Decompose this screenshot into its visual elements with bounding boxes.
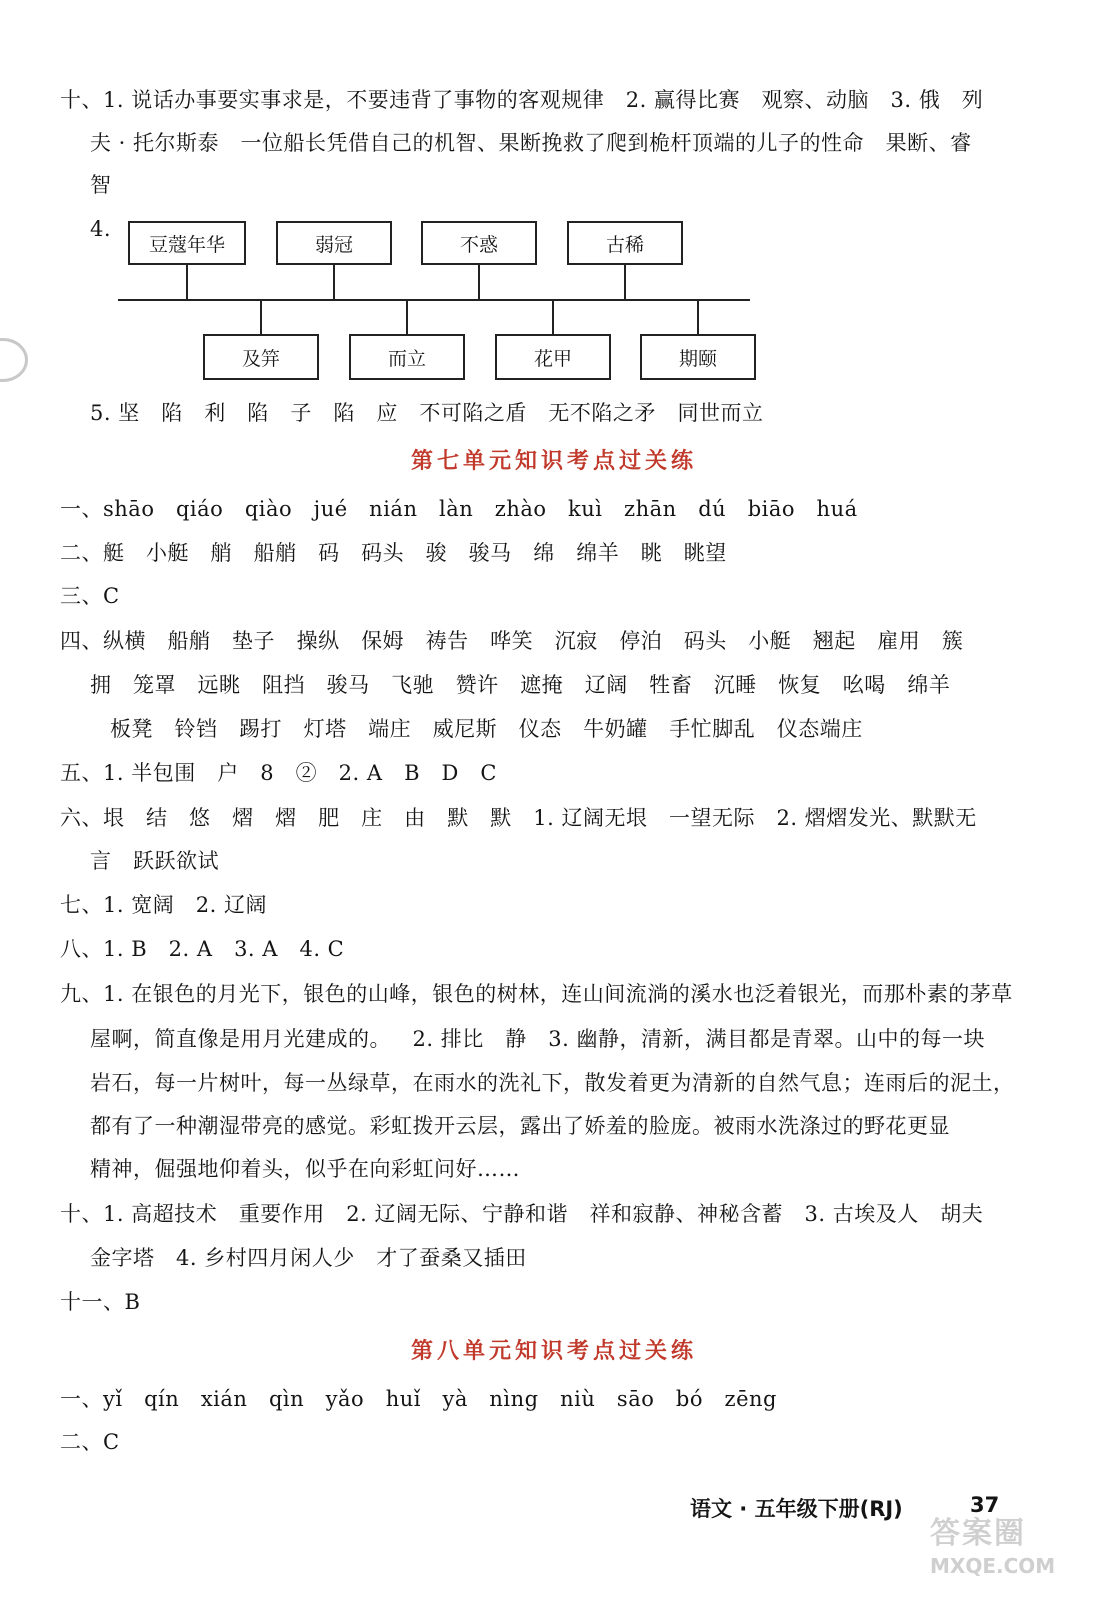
unit7-q5: 五、1. 半包围 户 8 ② 2. A B D C xyxy=(60,761,497,785)
top-box-1: 豆蔻年华 xyxy=(128,221,246,265)
unit7-q6-line2: 言 跃跃欲试 xyxy=(90,849,220,873)
connector-bottom-2 xyxy=(406,300,408,334)
bottom-box-2: 而立 xyxy=(349,334,465,380)
section10-line2: 夫 · 托尔斯泰 一位船长凭借自己的机智、果断挽救了爬到桅杆顶端的儿子的性命 果断、睿 xyxy=(90,131,972,155)
unit8-q2: 二、C xyxy=(60,1430,120,1454)
bottom-box-4: 期颐 xyxy=(640,334,756,380)
unit7-q9-line4: 都有了一种潮湿带亮的感觉。彩虹拨开云层，露出了娇羞的脸庞。被雨水洗涤过的野花更显 xyxy=(90,1114,950,1138)
unit8-heading: 第八单元知识考点过关练 xyxy=(410,1338,697,1364)
unit7-q4-line1: 四、纵横 船艄 垫子 操纵 保姆 祷告 哗笑 沉寂 停泊 码头 小艇 翘起 雇用 簇 xyxy=(60,629,964,653)
unit7-q1: 一、shāo qiáo qiào jué nián làn zhào kuì zhān dú biāo huá xyxy=(60,497,858,521)
bottom-box-1: 及笄 xyxy=(203,334,319,380)
unit7-q2: 二、艇 小艇 艄 船艄 码 码头 骏 骏马 绵 绵羊 眺 眺望 xyxy=(60,541,727,565)
unit8-q1: 一、yǐ qín xián qìn yǎo huǐ yà nìng niù sāo bó zēng xyxy=(60,1387,777,1411)
unit7-q4-line3: 板凳 铃铛 踢打 灯塔 端庄 威尼斯 仪态 牛奶罐 手忙脚乱 仪态端庄 xyxy=(110,717,863,741)
page-edge-mark xyxy=(0,338,28,382)
connector-top-1 xyxy=(186,265,188,300)
section10-line1: 十、1. 说话办事要实事求是，不要违背了事物的客观规律 2. 赢得比赛 观察、动脑 3. 俄 列 xyxy=(60,88,984,112)
unit7-q10-line1: 十、1. 高超技术 重要作用 2. 辽阔无际、宁静和谐 祥和寂静、神秘含蓄 3. 古埃及人 胡夫 xyxy=(60,1202,984,1226)
book-title-footer: 语文 · 五年级下册(RJ) xyxy=(690,1497,903,1521)
connector-top-2 xyxy=(333,265,335,300)
unit7-q9-line3: 岩石，每一片树叶，每一丛绿草，在雨水的洗礼下，散发着更为清新的自然气息；连雨后的泥土， xyxy=(90,1071,1015,1095)
watermark-logo xyxy=(930,1508,1100,1588)
unit7-heading: 第七单元知识考点过关练 xyxy=(410,448,697,474)
connector-bottom-1 xyxy=(260,300,262,334)
unit7-q4-line2: 拥 笼罩 远眺 阻挡 骏马 飞驰 赞许 遮掩 辽阔 牲畜 沉睡 恢复 吆喝 绵羊 xyxy=(90,673,951,697)
watermark-text-bottom: MXQE.COM xyxy=(930,1554,1056,1578)
unit7-q6-line1: 六、垠 结 悠 熠 熠 肥 庄 由 默 默 1. 辽阔无垠 一望无际 2. 熠熠发光、默默无 xyxy=(60,806,977,830)
top-box-3: 不惑 xyxy=(421,221,537,265)
q4-label: 4. xyxy=(90,217,112,241)
unit7-q9-line2: 屋啊，简直像是用月光建成的。 2. 排比 静 3. 幽静，清新，满目都是青翠。山中的每一块 xyxy=(90,1027,985,1051)
page-number: 37 xyxy=(970,1493,1000,1517)
connector-bottom-4 xyxy=(697,300,699,334)
section10-line3: 智 xyxy=(90,173,112,197)
connector-top-4 xyxy=(624,265,626,300)
connector-bottom-3 xyxy=(552,300,554,334)
q5-answer: 5. 坚 陷 利 陷 子 陷 应 不可陷之盾 无不陷之矛 同世而立 xyxy=(90,401,764,425)
unit7-q11: 十一、B xyxy=(60,1290,141,1314)
unit7-q10-line2: 金字塔 4. 乡村四月闲人少 才了蚕桑又插田 xyxy=(90,1246,527,1270)
bottom-box-3: 花甲 xyxy=(495,334,611,380)
unit7-q9-line5: 精神，倔强地仰着头，似乎在向彩虹问好…… xyxy=(90,1157,520,1181)
connector-top-3 xyxy=(478,265,480,300)
top-box-2: 弱冠 xyxy=(276,221,392,265)
watermark-text-top: 答案圈 xyxy=(930,1516,1026,1551)
diagram-axis-line xyxy=(118,299,750,301)
unit7-q7: 七、1. 宽阔 2. 辽阔 xyxy=(60,893,267,917)
unit7-q8: 八、1. B 2. A 3. A 4. C xyxy=(60,937,345,961)
unit7-q3: 三、C xyxy=(60,584,120,608)
top-box-4: 古稀 xyxy=(567,221,683,265)
unit7-q9-line1: 九、1. 在银色的月光下，银色的山峰，银色的树林，连山间流淌的溪水也泛着银光，而那朴素的茅草 xyxy=(60,982,1013,1006)
